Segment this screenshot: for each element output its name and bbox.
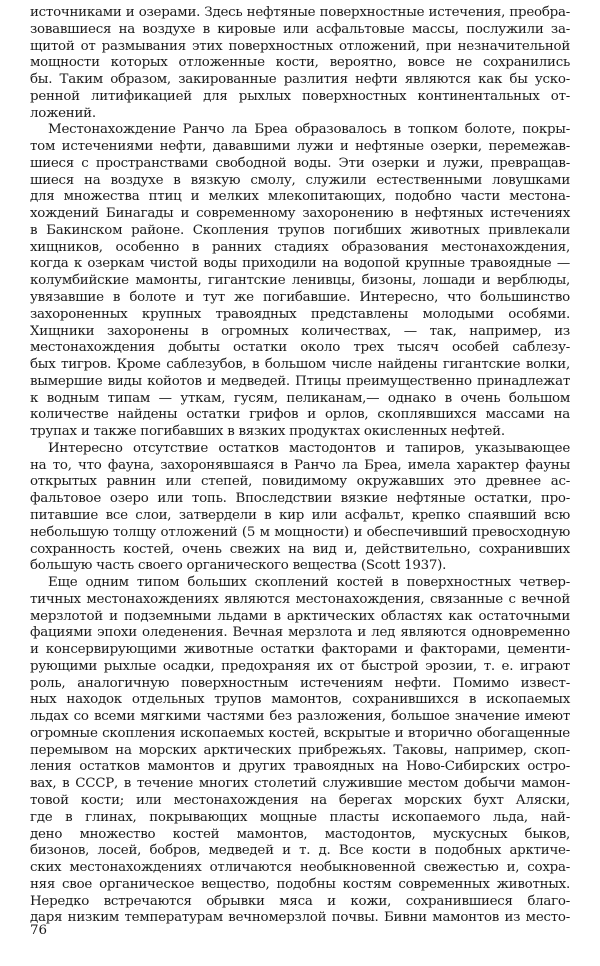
text-line: сохранность костей, очень свежих на вид и, действительно, сохранивших — [30, 541, 570, 557]
text-line: когда к озеркам чистой воды приходили на водопой крупные травоядные — — [30, 256, 570, 272]
paragraph — [30, 575, 570, 927]
text-line: и консервирующими животные остатки факторами и факторами, цементи- — [30, 642, 570, 658]
page-number: 76 — [30, 923, 48, 938]
text-line: щитой от размывания этих поверхностных отложений, при незначительной — [30, 38, 570, 54]
text-line: зовавшиеся на воздухе в кировые или асфальтовые массы, послужили за- — [30, 21, 570, 37]
text-line: колумбийские мамонты, гигантские ленивцы, бизоны, лошади и верблюды, — [30, 273, 570, 289]
text-line: к водным типам — уткам, гусям, пеликанам,— однако в очень большом — [30, 390, 570, 406]
text-line: даря низким температурам вечномерзлой почвы. Бивни мамонтов из место- — [30, 910, 570, 926]
paragraph — [30, 5, 570, 122]
text-line: огромные скопления ископаемых костей, вскрытые и вторично обогащенные — [30, 725, 570, 741]
text-line: перемывом на морских арктических прибрежьях. Таковы, например, скоп- — [30, 742, 570, 758]
text-line: захороненных крупных травоядных представлены молодыми особями. — [30, 306, 570, 322]
paragraph — [30, 122, 570, 441]
text-line: ложений. — [30, 105, 96, 121]
body-text — [30, 5, 570, 927]
text-line: мощности которых отложенные кости, вероятно, вовсе не сохранились — [30, 55, 570, 71]
text-line: фальтовое озеро или топь. Впоследствии вязкие нефтяные остатки, про- — [30, 491, 570, 507]
text-line: фациями эпохи оледенения. Вечная мерзлота и лед являются одновременно — [30, 625, 570, 641]
text-line: вымершие виды койотов и медведей. Птицы преимущественно принадлежат — [30, 373, 570, 389]
text-line: роль, аналогичную поверхностным истечениям нефти. Помимо извест- — [30, 675, 570, 691]
text-line: Местонахождение Ранчо ла Бреа образовалось в топком болоте, покры- — [48, 122, 570, 138]
text-line: тичных местонахождениях являются местонахождения, связанные с вечной — [30, 591, 570, 607]
paragraph — [30, 441, 570, 575]
text-line: льдах со всеми мягкими частями без разложения, большое значение имеют — [30, 709, 570, 725]
text-line: ских местонахождениях отличаются необыкновенной свежестью и, сохра- — [30, 860, 570, 876]
text-line: хождений Бинагады и современному захоронению в нефтяных истечениях — [30, 206, 570, 222]
text-line: товой кости; или местонахождения на берегах морских бухт Аляски, — [30, 792, 570, 808]
text-line: для множества птиц и мелких млекопитающих, подобно части местона- — [30, 189, 570, 205]
text-line: шиеся с пространствами свободной воды. Эти озерки и лужи, превращав- — [30, 155, 570, 171]
text-line: трупах и также погибавших в вязких продуктах окисленных нефтей. — [30, 424, 505, 440]
text-line: няя свое органическое вещество, подобны костям современных животных. — [30, 876, 570, 892]
text-line: ления остатков мамонтов и других травоядных на Ново-Сибирских остро- — [30, 759, 570, 775]
text-line: ных находок отдельных трупов мамонтов, сохранившихся в ископаемых — [30, 692, 570, 708]
text-line: на то, что фауна, захоронявшаяся в Ранчо ла Бреа, имела характер фауны — [30, 457, 570, 473]
text-line: большую часть своего органического вещества (Scott 1937). — [30, 558, 447, 574]
text-line: в Бакинском районе. Скопления трупов погибших животных привлекали — [30, 222, 570, 238]
text-line: небольшую толщу отложений (5 м мощности) и обеспечивший превосходную — [30, 524, 570, 540]
text-line: хищников, особенно в ранних стадиях образования местонахождения, — [30, 239, 570, 255]
text-line: питавшие все слои, затвердели в кир или асфальт, крепко спаявший всю — [30, 507, 570, 523]
text-line: увязавшие в болоте и тут же погибавшие. Интересно, что большинство — [30, 290, 570, 306]
text-line: местонахождения добыты остатки около трех тысяч особей саблезу- — [30, 340, 570, 356]
text-line: бых тигров. Кроме саблезубов, в большом числе найдены гигантские волки, — [30, 357, 570, 373]
text-line: источниками и озерами. Здесь нефтяные поверхностные истечения, преобра- — [30, 5, 570, 20]
text-line: дено множество костей мамонтов, мастодонтов, мускусных быков, — [30, 826, 570, 842]
text-line: шиеся на воздухе в вязкую смолу, служили естественными ловушками — [30, 172, 570, 188]
text-line: где в глинах, покрывающих мощные пласты ископаемого льда, най- — [30, 809, 570, 825]
text-line: рующими рыхлые осадки, предохраняя их от быстрой эрозии, т. е. играют — [30, 658, 570, 674]
text-line: бизонов, лосей, бобров, медведей и т. д. Все кости в подобных арктиче- — [30, 843, 570, 859]
text-line: Хищники захоронены в огромных количествах, — так, например, из — [30, 323, 570, 339]
text-line: бы. Таким образом, закированные разлития нефти являются как бы уско- — [30, 72, 570, 88]
text-line: ренной литификацией для рыхлых поверхностных континентальных от- — [30, 88, 570, 104]
text-line: вах, в СССР, в течение многих столетий служившие местом добычи мамон- — [30, 776, 570, 792]
text-line: количестве найдены остатки грифов и орлов, скоплявшихся массами на — [30, 407, 570, 423]
text-line: том истечениями нефти, дававшими лужи и нефтяные озерки, перемежав- — [30, 139, 570, 155]
text-line: Нередко встречаются обрывки мяса и кожи, сохранившиеся благо- — [30, 893, 570, 909]
text-line: мерзлотой и подземными льдами в арктических областях как остаточными — [30, 608, 570, 624]
text-line: Еще одним типом больших скоплений костей в поверхностных четвер- — [48, 575, 570, 591]
text-line: открытых равнин или степей, повидимому окружавших это древнее ас- — [30, 474, 570, 490]
text-line: Интересно отсутствие остатков мастодонтов и тапиров, указывающее — [48, 440, 570, 456]
